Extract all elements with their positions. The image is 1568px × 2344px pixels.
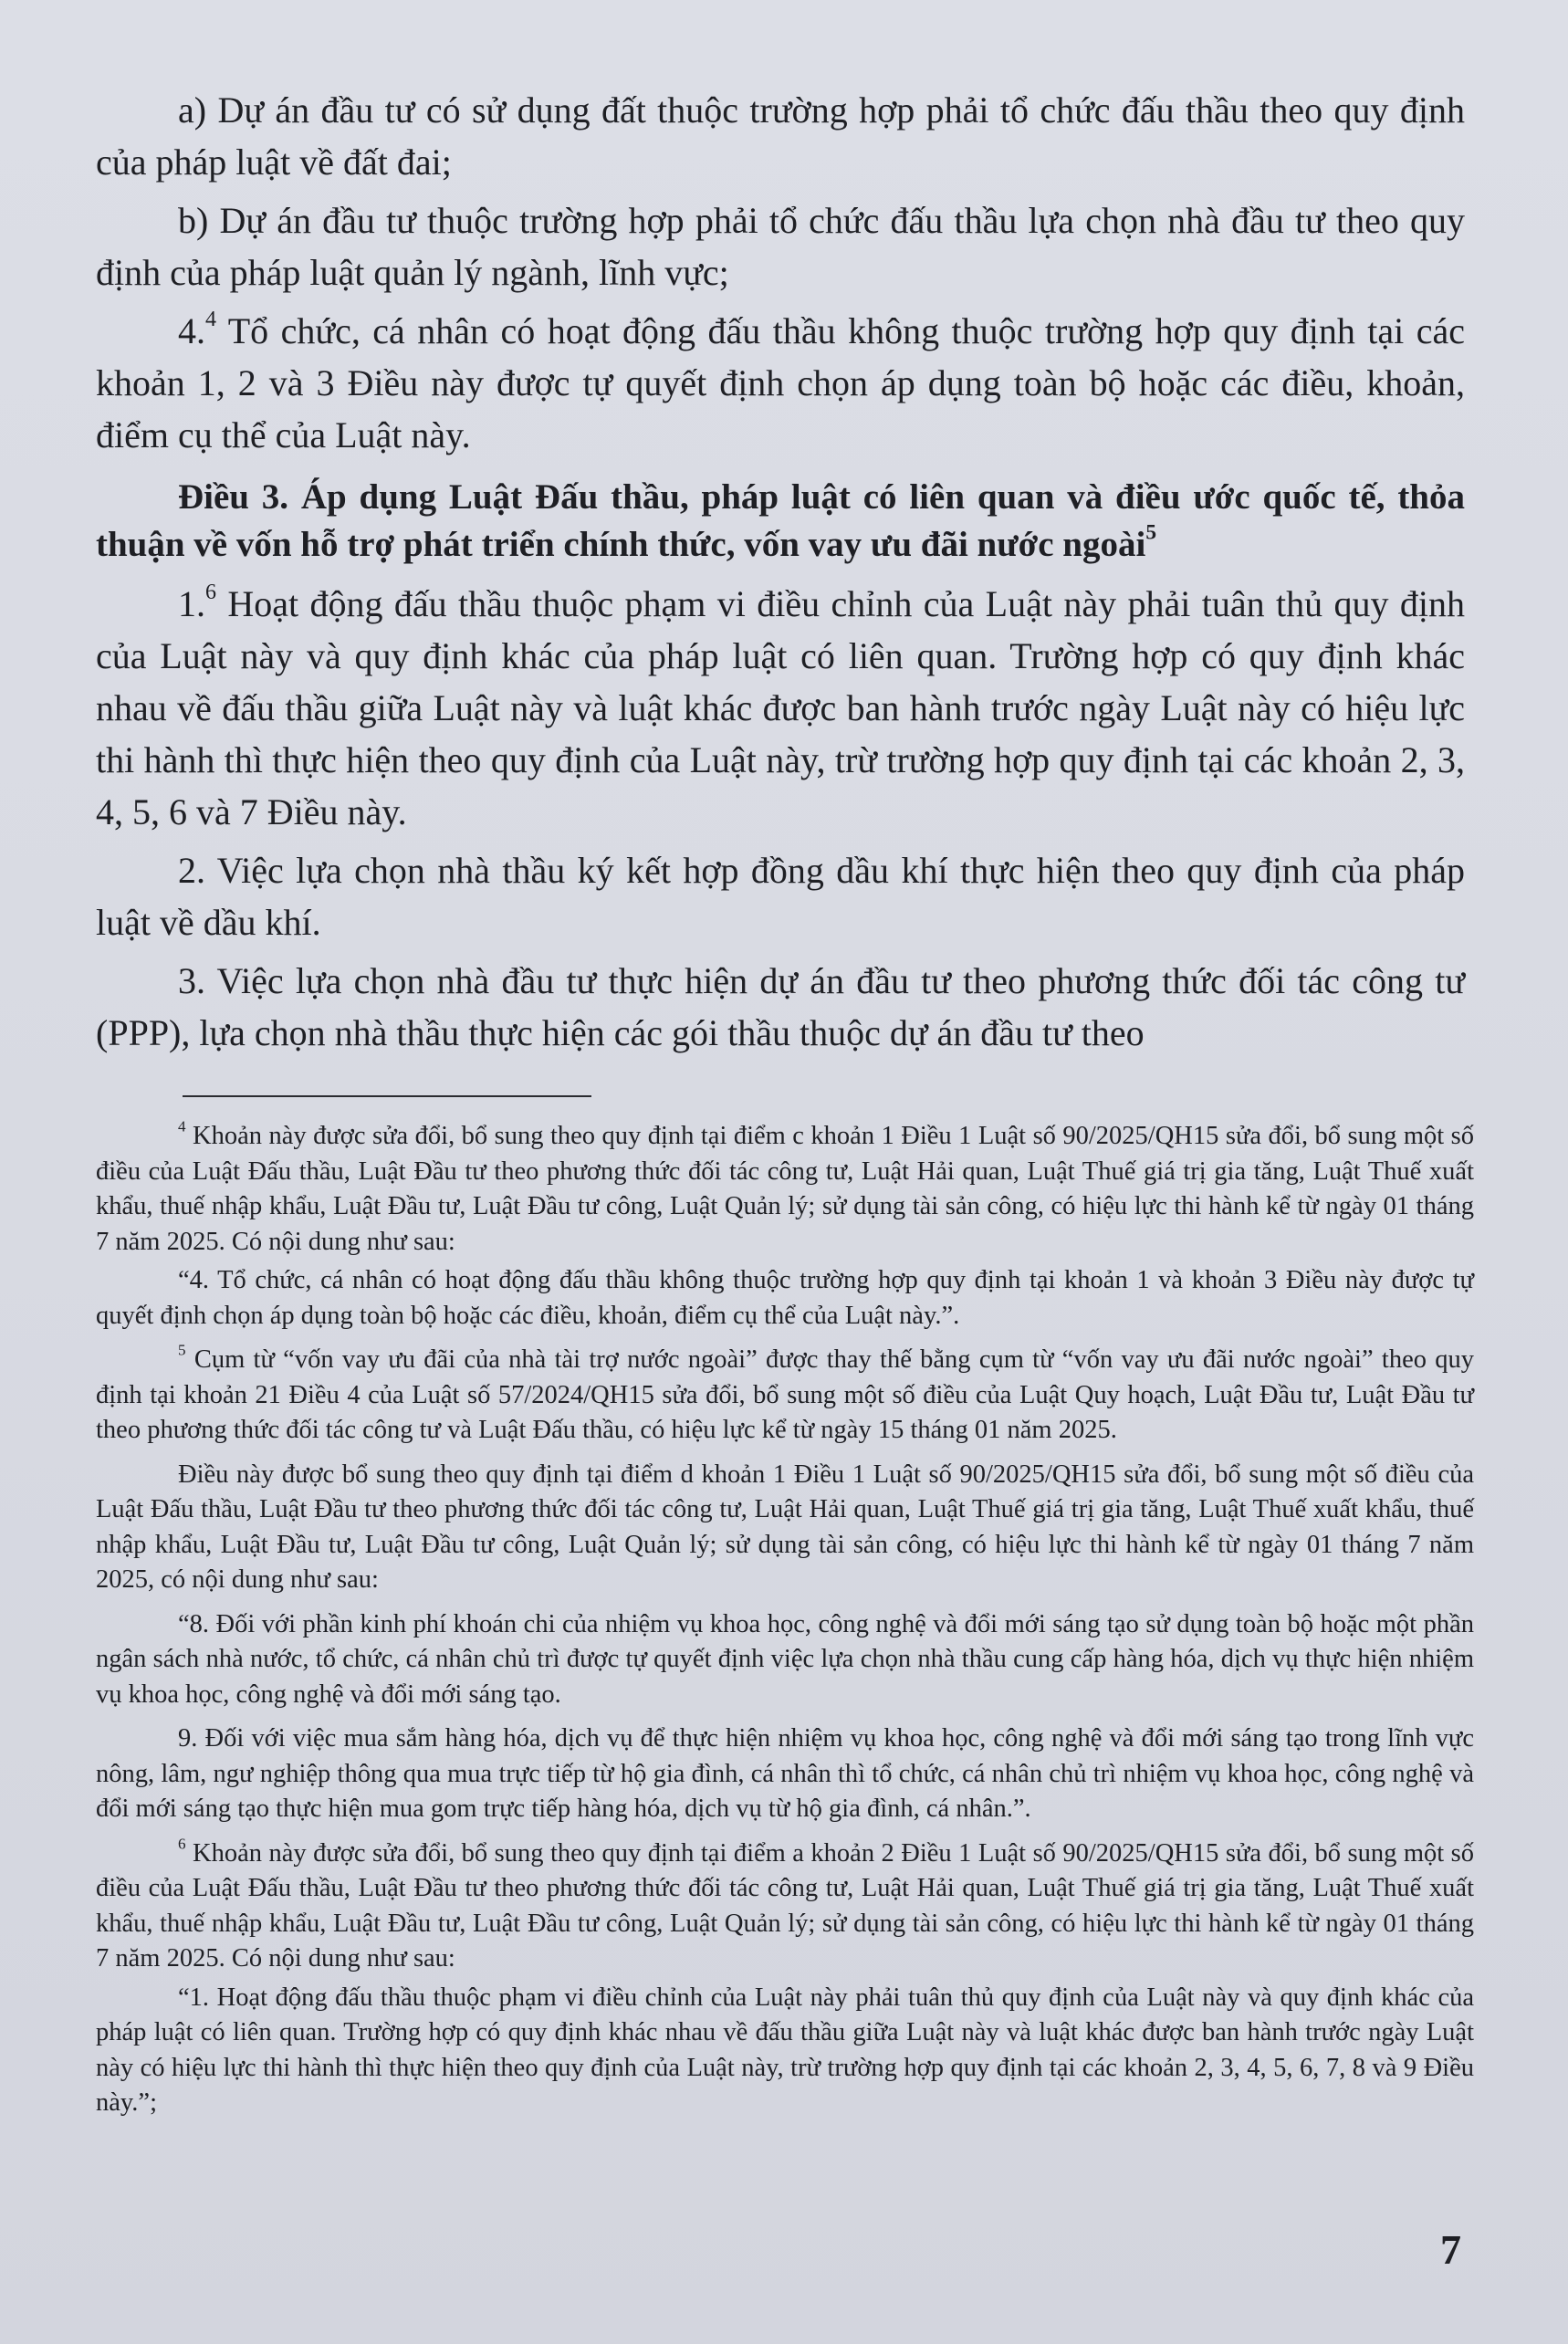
paragraph-clause-2: 2. Việc lựa chọn nhà thầu ký kết hợp đồng dầu khí thực hiện theo quy định của pháp luật về dầu khí.: [96, 850, 1465, 943]
footnotes: [96, 1119, 1474, 2125]
clause-number: 1.: [178, 583, 205, 624]
footnote-ref-5: 5: [1145, 520, 1157, 545]
page-number: 7: [1440, 2226, 1461, 2273]
footnote-marker: 5: [178, 1341, 186, 1359]
paragraph-clause-3: 3. Việc lựa chọn nhà đầu tư thực hiện dự án đầu tư theo phương thức đối tác công tư (PPP), lựa chọn nhà thầu thực hiện các gói thầu thuộc dự án đầu tư theo: [96, 960, 1465, 1053]
footnote-text: Khoản này được sửa đổi, bổ sung theo quy định tại điểm a khoản 2 Điều 1 Luật số 90/2025/QH15 sửa đổi, bổ sung một số điều của Luật Đấu thầu, Luật Đầu tư theo phương thức đối tác công tư, Luật Hải quan, Luật Thuế giá trị gia tăng, Luật Thuế xuất khẩu, thuế nhập khẩu, Luật Đầu tư, Luật Đầu tư công, Luật Quản lý; sử dụng tài sản công, có hiệu lực thi hành kể từ ngày 01 tháng 7 năm 2025. Có nội dung như sau:: [96, 1838, 1474, 1973]
footnote-text: Khoản này được sửa đổi, bổ sung theo quy định tại điểm c khoản 1 Điều 1 Luật số 90/2025/QH15 sửa đổi, bổ sung một số điều của Luật Đấu thầu, Luật Đầu tư theo phương thức đối tác công tư, Luật Hải quan, Luật Thuế giá trị gia tăng, Luật Thuế xuất khẩu, thuế nhập khẩu, Luật Đầu tư, Luật Đầu tư công, Luật Quản lý; sử dụng tài sản công, có hiệu lực thi hành kể từ ngày 01 tháng 7 năm 2025. Có nội dung như sau:: [96, 1122, 1474, 1256]
footnote-6: [96, 1836, 1474, 1977]
footnote-marker: 4: [178, 1117, 186, 1135]
footnote-5: [96, 1343, 1474, 1449]
footnote-4-quote: “4. Tổ chức, cá nhân có hoạt động đấu thầu không thuộc trường hợp quy định tại khoản 1 và khoản 3 Điều này được tự quyết định chọn áp dụng toàn bộ hoặc các điều, khoản, điểm cụ thể của Luật này.”.: [96, 1266, 1474, 1330]
footnote-marker: 6: [178, 1834, 186, 1852]
footnote-5-quote-8: “8. Đối với phần kinh phí khoán chi của nhiệm vụ khoa học, công nghệ và đổi mới sáng tạo sử dụng toàn bộ hoặc một phần ngân sách nhà nước, tổ chức, cá nhân chủ trì được tự quyết định việc lựa chọn nhà thầu cung cấp hàng hóa, dịch vụ thực hiện nhiệm vụ khoa học, công nghệ và đổi mới sáng tạo.: [96, 1609, 1474, 1709]
clause-number: 4.: [178, 310, 205, 351]
clause-text: Hoạt động đấu thầu thuộc phạm vi điều chỉnh của Luật này phải tuân thủ quy định của Luật này và quy định khác của pháp luật có liên quan. Trường hợp có quy định khác nhau về đấu thầu giữa Luật này và luật khác được ban hành trước ngày Luật này có hiệu lực thi hành thì thực hiện theo quy định của Luật này, trừ trường hợp quy định tại các khoản 2, 3, 4, 5, 6 và 7 Điều này.: [96, 583, 1465, 832]
footnote-4: [96, 1119, 1474, 1260]
article-3-heading: [96, 474, 1465, 569]
main-body: [96, 84, 1465, 1065]
footnote-5-quote-9: 9. Đối với việc mua sắm hàng hóa, dịch vụ để thực hiện nhiệm vụ khoa học, công nghệ và đổi mới sáng tạo trong lĩnh vực nông, lâm, ngư nghiệp thông qua mua trực tiếp từ hộ gia đình, cá nhân thì tổ chức, cá nhân chủ trì nhiệm vụ khoa học, công nghệ và đổi mới sáng tạo thực hiện mua gom trực tiếp hàng hóa, dịch vụ từ hộ gia đình, cá nhân.”.: [96, 1724, 1474, 1823]
footnote-ref-6: 6: [205, 580, 216, 604]
clause-text: Tổ chức, cá nhân có hoạt động đấu thầu không thuộc trường hợp quy định tại các khoản 1, 2 và 3 Điều này được tự quyết định chọn áp dụng toàn bộ hoặc các điều, khoản, điểm cụ thể của Luật này.: [96, 310, 1465, 455]
footnote-6-quote: “1. Hoạt động đấu thầu thuộc phạm vi điều chỉnh của Luật này phải tuân thủ quy định của Luật này và quy định khác của pháp luật có liên quan. Trường hợp có quy định khác nhau về đấu thầu giữa Luật này và luật khác được ban hành trước ngày Luật này có hiệu lực thi hành thì thực hiện theo quy định của Luật này, trừ trường hợp quy định tại các khoản 2, 3, 4, 5, 6, 7, 8 và 9 Điều này.”;: [96, 1983, 1474, 2117]
heading-text: Điều 3. Áp dụng Luật Đấu thầu, pháp luật có liên quan và điều ước quốc tế, thỏa thuận về vốn hỗ trợ phát triển chính thức, vốn vay ưu đãi nước ngoài: [96, 477, 1465, 564]
paragraph-point-a: a) Dự án đầu tư có sử dụng đất thuộc trường hợp phải tổ chức đấu thầu theo quy định của pháp luật về đất đai;: [96, 89, 1465, 183]
footnote-5-addendum: Điều này được bổ sung theo quy định tại điểm d khoản 1 Điều 1 Luật số 90/2025/QH15 sửa đổi, bổ sung một số điều của Luật Đấu thầu, Luật Đầu tư theo phương thức đối tác công tư, Luật Hải quan, Luật Thuế giá trị gia tăng, Luật Thuế xuất khẩu, thuế nhập khẩu, Luật Đầu tư, Luật Đầu tư công, Luật Quản lý; sử dụng tài sản công, có hiệu lực thi hành kể từ ngày 01 tháng 7 năm 2025, có nội dung như sau:: [96, 1460, 1474, 1594]
footnote-ref-4: 4: [205, 307, 216, 331]
footnote-text: Cụm từ “vốn vay ưu đãi của nhà tài trợ nước ngoài” được thay thế bằng cụm từ “vốn vay ưu đãi nước ngoài” theo quy định tại khoản 21 Điều 4 của Luật số 57/2024/QH15 sửa đổi, bổ sung một số điều của Luật Quy hoạch, Luật Đầu tư, Luật Đầu tư theo phương thức đối tác công tư và Luật Đấu thầu, có hiệu lực kể từ ngày 15 tháng 01 năm 2025.: [96, 1345, 1474, 1444]
paragraph-clause-4: [96, 305, 1465, 461]
paragraph-clause-1: [96, 578, 1465, 838]
paragraph-point-b: b) Dự án đầu tư thuộc trường hợp phải tổ chức đấu thầu lựa chọn nhà đầu tư theo quy định của pháp luật quản lý ngành, lĩnh vực;: [96, 200, 1465, 293]
footnote-separator: [183, 1095, 591, 1097]
